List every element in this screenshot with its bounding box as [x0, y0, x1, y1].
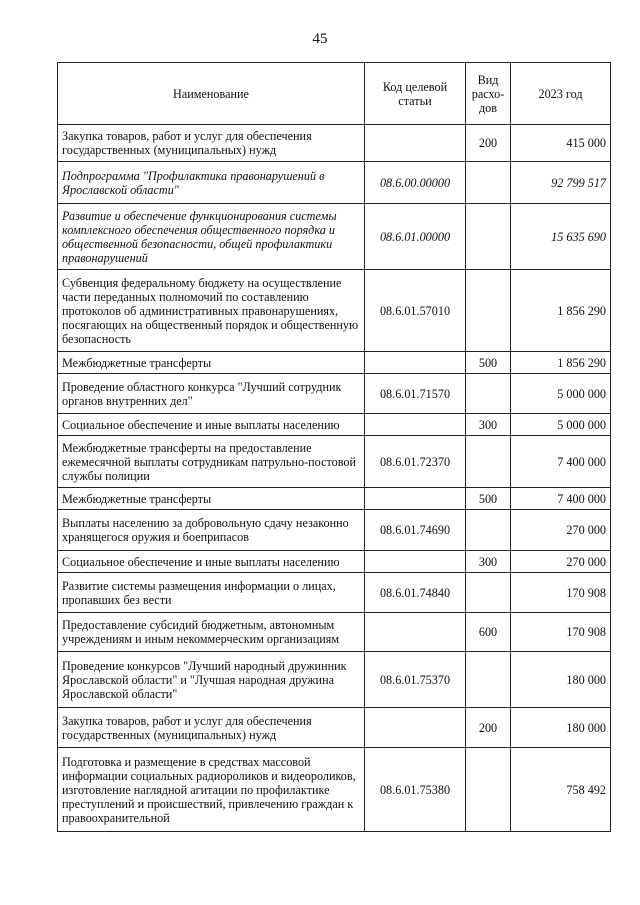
row-code: 08.6.01.74690 — [365, 510, 466, 551]
budget-table — [57, 62, 611, 832]
row-amount: 180 000 — [511, 708, 611, 748]
table-row — [58, 352, 611, 374]
table-row — [58, 125, 611, 162]
row-expense-type: 500 — [466, 488, 511, 510]
row-code — [365, 488, 466, 510]
row-amount: 1 856 290 — [511, 352, 611, 374]
row-expense-type — [466, 748, 511, 832]
row-name: Межбюджетные трансферты — [58, 488, 365, 510]
header-name: Наименование — [58, 63, 365, 125]
row-expense-type — [466, 510, 511, 551]
header-type: Вид расхо-дов — [466, 63, 511, 125]
table-row — [58, 204, 611, 270]
row-code — [365, 125, 466, 162]
row-name: Подготовка и размещение в средствах массовой информации социальных радиороликов и видеороликов, изготовление наглядной агитации по профилактике преступлений и происшествий, привлечению граждан к правоохранительной — [58, 748, 365, 832]
row-expense-type — [466, 374, 511, 414]
row-name: Социальное обеспечение и иные выплаты населению — [58, 551, 365, 573]
row-code — [365, 708, 466, 748]
row-amount: 7 400 000 — [511, 436, 611, 488]
table-row — [58, 510, 611, 551]
row-amount: 92 799 517 — [511, 162, 611, 204]
row-amount: 15 635 690 — [511, 204, 611, 270]
row-name: Развитие и обеспечение функционирования системы комплексного обеспечения общественного порядка и общественной безопасности, общей профилактики правонарушений — [58, 204, 365, 270]
row-name: Социальное обеспечение и иные выплаты населению — [58, 414, 365, 436]
row-name: Субвенция федеральному бюджету на осуществление части переданных полномочий по составлению протоколов об административных правонарушениях, посягающих на общественный порядок и общественную безопасность — [58, 270, 365, 352]
table-row — [58, 613, 611, 652]
header-amount: 2023 год — [511, 63, 611, 125]
row-amount: 170 908 — [511, 573, 611, 613]
row-expense-type: 500 — [466, 352, 511, 374]
page-number: 45 — [312, 31, 328, 47]
row-expense-type — [466, 204, 511, 270]
row-code — [365, 613, 466, 652]
row-code: 08.6.01.74840 — [365, 573, 466, 613]
row-name: Выплаты населению за добровольную сдачу незаконно хранящегося оружия и боеприпасов — [58, 510, 365, 551]
row-amount: 758 492 — [511, 748, 611, 832]
row-name: Закупка товаров, работ и услуг для обеспечения государственных (муниципальных) нужд — [58, 708, 365, 748]
row-expense-type: 300 — [466, 551, 511, 573]
row-expense-type — [466, 162, 511, 204]
table-header-row — [58, 63, 611, 125]
table-row — [58, 748, 611, 832]
row-code: 08.6.01.75370 — [365, 652, 466, 708]
row-expense-type: 300 — [466, 414, 511, 436]
row-name: Развитие системы размещения информации о лицах, пропавших без вести — [58, 573, 365, 613]
row-expense-type — [466, 270, 511, 352]
row-name: Предоставление субсидий бюджетным, автономным учреждениям и иным некоммерческим организациям — [58, 613, 365, 652]
row-amount: 5 000 000 — [511, 414, 611, 436]
row-expense-type: 200 — [466, 708, 511, 748]
row-name: Межбюджетные трансферты на предоставление ежемесячной выплаты сотрудникам патрульно-постовой службы полиции — [58, 436, 365, 488]
row-expense-type — [466, 436, 511, 488]
row-amount: 270 000 — [511, 510, 611, 551]
table-row — [58, 414, 611, 436]
row-expense-type — [466, 652, 511, 708]
row-name: Проведение областного конкурса "Лучший сотрудник органов внутренних дел" — [58, 374, 365, 414]
table-row — [58, 551, 611, 573]
row-name: Подпрограмма "Профилактика правонарушений в Ярославской области" — [58, 162, 365, 204]
row-code: 08.6.01.72370 — [365, 436, 466, 488]
row-expense-type — [466, 573, 511, 613]
row-amount: 7 400 000 — [511, 488, 611, 510]
table-row — [58, 162, 611, 204]
row-code — [365, 551, 466, 573]
row-code: 08.6.01.71570 — [365, 374, 466, 414]
table-row — [58, 436, 611, 488]
table-row — [58, 270, 611, 352]
table-row — [58, 488, 611, 510]
row-code: 08.6.00.00000 — [365, 162, 466, 204]
row-amount: 170 908 — [511, 613, 611, 652]
row-expense-type: 600 — [466, 613, 511, 652]
row-amount: 180 000 — [511, 652, 611, 708]
row-code — [365, 414, 466, 436]
header-code: Код целевой статьи — [365, 63, 466, 125]
row-name: Межбюджетные трансферты — [58, 352, 365, 374]
table-row — [58, 652, 611, 708]
table-row — [58, 708, 611, 748]
row-code: 08.6.01.57010 — [365, 270, 466, 352]
table-row — [58, 573, 611, 613]
row-name: Закупка товаров, работ и услуг для обеспечения государственных (муниципальных) нужд — [58, 125, 365, 162]
row-name: Проведение конкурсов "Лучший народный дружинник Ярославской области" и "Лучшая народная дружина Ярославской области" — [58, 652, 365, 708]
row-code: 08.6.01.75380 — [365, 748, 466, 832]
table-body — [58, 125, 611, 832]
table-row — [58, 374, 611, 414]
row-expense-type: 200 — [466, 125, 511, 162]
row-amount: 1 856 290 — [511, 270, 611, 352]
row-amount: 5 000 000 — [511, 374, 611, 414]
row-amount: 415 000 — [511, 125, 611, 162]
row-code — [365, 352, 466, 374]
row-amount: 270 000 — [511, 551, 611, 573]
row-code: 08.6.01.00000 — [365, 204, 466, 270]
